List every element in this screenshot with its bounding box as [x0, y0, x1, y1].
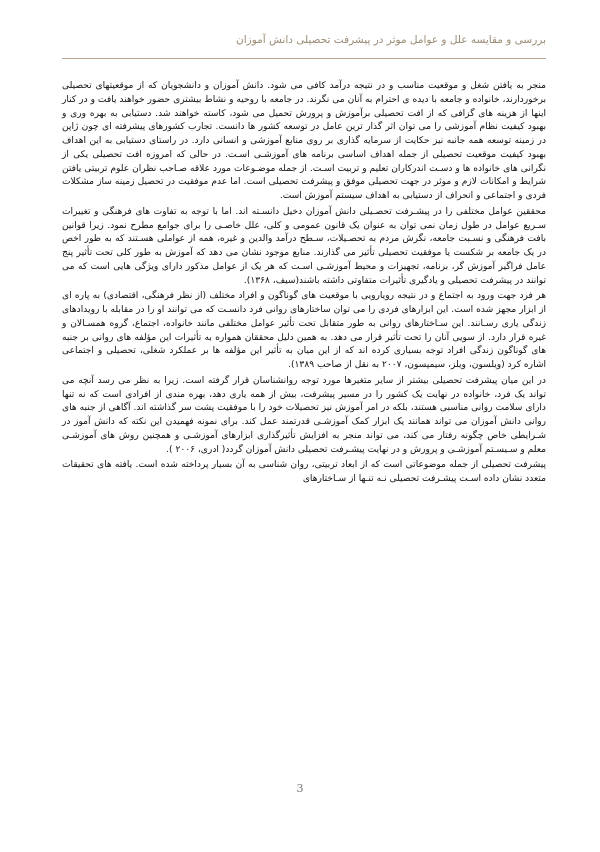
running-header: بررسی و مقایسه علل و عوامل موثر در پیشرفت تحصیلی دانش آموزان	[236, 34, 546, 46]
paragraph-4: در این میان پیشرفت تحصیلی بیشتر از سایر متغیرها مورد توجه روانشناسان قرار گرفته است. زیرا به نظر می رسد آنچه می تواند یک فرد، خانواده در نهایت یک کشور را در مسیر پیشرفت، بیش از همه یاری دهد، بهره مندی از افرادی است که نه تنها دارای سلامت روانی مناسبی هستند، بلکه در امر آموزش نیز تحصیلات خود را با موفقیت پشت سر گذاشته اند. آگاهی از جنبه های روانی دانش آموزان می تواند همانند یک ابزار کمک آموزشـی قدرتمند عمل کند. برای نمونه فهمیدن این نکته که دانش آموز در شـرایطی خاص چگونه رفتار می کند، می تواند منجر به افزایش تأثیرگذاری ابزارهای آموزشـی و همچنین روش های آموزشـی معلم و سـیسـتم آموزشـی و پرورش و در نهایت پیشـرفت تحصیلی دانش آموزان گردد( ادری، ۲۰۰۶ ).	[62, 375, 546, 455]
paragraph-5: پیشرفت تحصیلی از جمله موضوعاتی است که از ابعاد تربیتی، روان شناسی به آن بسیار پرداخته شده است. یافته های تحقیقات متعدد نشان داده اسـت پیشـرفت تحصیلی نـه تنـها از سـاختارهای	[62, 460, 546, 484]
page-number: 3	[296, 782, 304, 795]
paragraph-3: هر فرد جهت ورود به اجتماع و در نتیجه رویارویی با موقعیت های گوناگون و افراد مختلف (از نظر فرهنگی، اقتصادی) به پاره ای از ابزار مجهز شده است. این ابزارهای فردی را می توان ساختارهای روانی فرد دانسـت که می توانند او را در مقابله با رویدادهای زندگی یاری رسـانند. این سـاختارهای روانی به طور متقابل تحت تأثیر عوامل مختلفی مانند خانواده، اجتماع، گروه همسـالان و غیره قرار دارد. از سویی آنان را تحت تأثیر قرار می دهد. به همین دلیل محققان همواره به تأثیرات این مؤلفه های روانی بر جنبه های گوناگون زندگی افراد توجه بسیاری کرده اند که از این میان به تأثیر این مؤلفه ها بر عملکرد شغلی، تحصیلی و اجتماعی اشاره کرد (ویلسون، ویلز، سیمپسون، ۲۰۰۷ به نقل از صاحب ۱۳۸۹).	[62, 291, 546, 370]
paragraph-1: منجر به یافتن شغل و موقعیت مناسب و در نتیجه درآمد کافی می شود. دانش آموزان و دانشجویان که از موقعیتهای تحصیلی برخوردارند، خانواده و جامعه با دیده ی احترام به آنان می نگرند. در جامعه با روحیه و نشاط بیشتری حضور خواهند یافت و در کنار اینها از هزینه های گزافی که از افت تحصیلی برآموزش و پرورش تحمیل می شود، کاسته خواهند شد. دستیابی به بهره وری و بهبود کیفیت نظام آموزشی را می توان اثر گذار ترین عامل در توسعه کشور ها دانست. تجارب کشورهای پیشرفته ای چون ژاپن در زمینه توسعه همه جانبه نیز حکایت از سرمایه گذاری بر روی منابع آموزشی و انسانی دارد. در راستای دستیابی به این اهداف بهبود کیفیت موقعیت تحصیلی از جمله اهداف اساسی برنامه های آموزشـی اسـت. در حالی که امروزه افت تحصیلی یکی از نگرانی های خانواده ها و دسـت اندرکاران تعلیم و تربیت اسـت. از جمله موضـوعات مورد علاقه صـاحب نظران علوم تربیتی یافتن شرایط و امکانات لازم و موثر در جهت تحصیلی موفق و پیشرفت تحصیلی است. اما عدم موفقیت در تحصیل زمینه ساز مشکلات فردی و اجتماعی و انحراف از دستیابی به اهداف سیستم آموزش است.	[62, 81, 546, 201]
paragraph-2: محققین عوامل مختلفی را در پیشـرفت تحصـیلی دانش آموزان دخیل دانسـته اند. اما با توجه به تفاوت های فرهنگی و تغییرات سـریع عوامل در طول زمان نمی توان به عنوان یک قانون عمومی و کلی، علل خاصـی را برای جوامع مطرح نمود. زیرا قوانین بافت فرهنگی و نسـبت جامعه، نگرش مردم به تحصـیلات، سـطح درآمد والدین و غیره، همه از عواملی هسـتند که به طور اخص در یک جامعه بر شکست یا موفقیت تحصیلی تأثیر می گذارند. منابع موجود نشان می دهد که آموزش به طور کلی تحت تأثیر پنج عامل فراگیر آموزش گر، برنامه، تجهیزات و محیط آموزشـی اسـت که هر یک از عوامل مذکور دارای ویژگی هایی است که می توانند در پیشرفت تحصیلی و یادگیری تأثیرات متفاوتی داشته باشند(سیف، ۱۳۶۸).	[62, 206, 546, 286]
body-text	[62, 80, 546, 489]
header-divider	[62, 58, 546, 59]
